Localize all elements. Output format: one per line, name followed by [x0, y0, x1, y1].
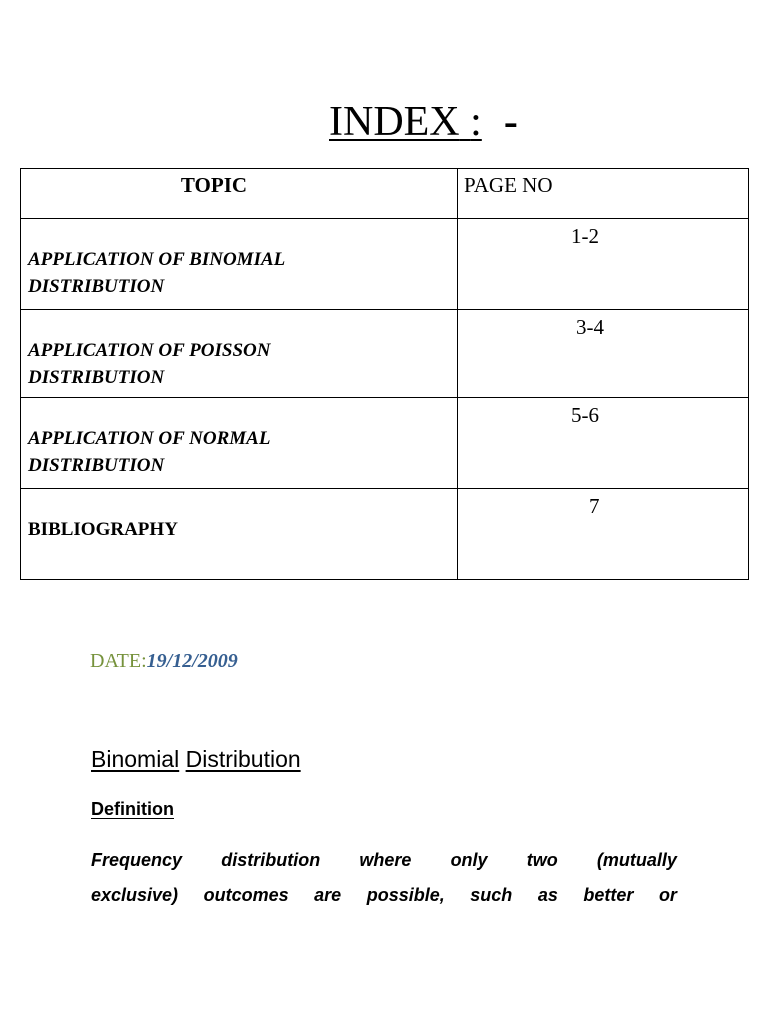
page-cell [458, 398, 749, 489]
topic-normal: APPLICATION OF NORMAL DISTRIBUTION [28, 428, 271, 476]
table-row [21, 310, 749, 398]
definition-word: such [470, 885, 513, 905]
page-binomial: 1-2 [571, 224, 599, 248]
table-row [21, 219, 749, 310]
definition-heading: Definition [91, 799, 174, 819]
definition-line-2 [91, 883, 677, 907]
definition-word: possible, [366, 885, 445, 905]
topic-binomial: APPLICATION OF BINOMIAL DISTRIBUTION [28, 249, 286, 297]
index-title-space [460, 99, 471, 145]
table-row [21, 398, 749, 489]
index-title-colon: : [470, 99, 482, 145]
definition-word: (mutually [596, 850, 677, 870]
page-normal: 5-6 [571, 403, 599, 427]
definition-word: better [583, 885, 634, 905]
table-row [21, 489, 749, 580]
definition-word: as [537, 885, 558, 905]
page-cell [458, 219, 749, 310]
topic-bibliography: BIBLIOGRAPHY [28, 519, 178, 540]
header-topic: TOPIC [21, 169, 458, 219]
topic-poisson: APPLICATION OF POISSON DISTRIBUTION [28, 340, 271, 388]
topic-cell [21, 489, 458, 580]
definition-word: where [359, 850, 412, 870]
section-title [91, 744, 301, 774]
index-title-word: INDEX [329, 99, 460, 145]
definition-word: or [658, 885, 677, 905]
page-bibliography: 7 [589, 494, 600, 518]
page-poisson: 3-4 [576, 315, 604, 339]
index-table [20, 168, 749, 580]
header-page-no: PAGE NO [458, 169, 749, 219]
definition-word: exclusive) [91, 885, 179, 905]
page-cell [458, 310, 749, 398]
definition-line-1 [91, 848, 677, 872]
definition-word: distribution [221, 850, 321, 870]
date-label: DATE: [90, 650, 147, 672]
definition-word: are [314, 885, 342, 905]
section-title-word-2: Distribution [185, 746, 301, 772]
definition-word: only [450, 850, 488, 870]
topic-cell [21, 219, 458, 310]
topic-cell [21, 310, 458, 398]
date-line [90, 647, 238, 675]
date-value: 19/12/2009 [146, 650, 238, 672]
index-title-dash: - [503, 99, 518, 145]
topic-cell [21, 398, 458, 489]
definition-word: Frequency [91, 850, 183, 870]
index-title [329, 96, 518, 148]
table-header-row [21, 169, 749, 219]
definition-word: two [526, 850, 558, 870]
section-title-word-1: Binomial [91, 746, 180, 772]
page-cell [458, 489, 749, 580]
definition-word: outcomes [203, 885, 289, 905]
